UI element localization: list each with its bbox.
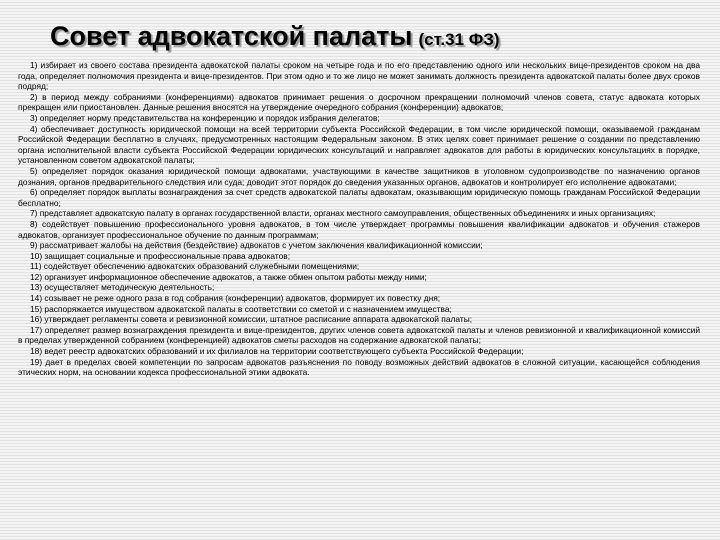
slide-title <box>50 18 690 58</box>
list-item: 15) распоряжается имуществом адвокатской палаты в соответствии со сметой и с назначением имущества; <box>30 303 452 314</box>
powers-list <box>18 60 700 378</box>
list-item: 16) утверждает регламенты совета и ревизионной комиссии, штатное расписание аппарата адвокатской палаты; <box>30 314 473 325</box>
list-item: 11) содействует обеспечению адвокатских образований служебными помещениями; <box>30 261 360 272</box>
list-item: 6) определяет порядок выплаты вознаграждения за счет средств адвокатской палаты адвокатам, оказывающим юридическую помощь гражданам Российской Федерации бесплатно; <box>18 187 700 208</box>
list-item: 17) определяет размер вознаграждения президента и вице-президентов, других членов совета адвокатской палаты и членов ревизионной и квалификационной комиссий в пределах утвержденной собранием (конференцией) адвокатов сметы расходов на содержание адвокатской палаты; <box>18 324 700 346</box>
list-item: 18) ведет реестр адвокатских образований и их филиалов на территории соответствующего субъекта Российской Федерации; <box>30 346 524 357</box>
slide-title-reference: (ст.31 ФЗ) <box>418 30 500 49</box>
list-item: 3) определяет норму представительства на конференцию и порядок избрания делегатов; <box>30 112 380 123</box>
list-item: 2) в период между собраниями (конференциями) адвокатов принимает решения о досрочном прекращении полномочий членов совета, статус адвоката которых прекращен или приостановлен. Данные решения вносятся на утверждение очередного собрания (конференции) адвокатов; <box>18 91 700 113</box>
list-item: 4) обеспечивает доступность юридической помощи на всей территории субъекта Российской Федерации, в том числе юридической помощи, оказываемой гражданам Российской Федерации бесплатно в случаях, предусмотренных настоящим Федеральным законом. В этих целях совет принимает решение о создании по представлению органа исполнительной власти субъекта Российской Федерации юридических консультаций и направляет адвокатов для работы в юридических консультациях в порядке, установленном советом адвокатской палаты; <box>18 123 700 166</box>
slide-title-text: Совет адвокатской палаты <box>50 21 413 51</box>
list-item: 7) представляет адвокатскую палату в органах государственной власти, органах местного самоуправления, общественных объединениях и иных организациях; <box>30 208 656 219</box>
list-item: 8) содействует повышению профессионального уровня адвокатов, в том числе утверждает программы повышения квалификации адвокатов и обучения стажеров адвокатов, организует профессиональное обучение по данным программам; <box>18 218 700 240</box>
list-item: 19) дает в пределах своей компетенции по запросам адвокатов разъяснения по поводу возможных действий адвокатов в сложной ситуации, касающейся соблюдения этических норм, на основании кодекса профессиональной этики адвоката. <box>18 356 700 378</box>
list-item: 12) организует информационное обеспечение адвокатов, а также обмен опытом работы между ними; <box>30 271 427 282</box>
list-item: 1) избирает из своего состава президента адвокатской палаты сроком на четыре года и по его представлению одного или нескольких вице-президентов сроком на два года, определяет полномочия президента и вице-президентов. При этом одно и то же лицо не может занимать должность президента адвокатской палаты более двух сроков подряд; <box>18 60 700 92</box>
list-item: 14) созывает не реже одного раза в год собрания (конференции) адвокатов, формирует их повестку дня; <box>30 293 441 304</box>
list-item: 10) защищает социальные и профессиональные права адвокатов; <box>30 250 291 261</box>
list-item: 5) определяет порядок оказания юридической помощи адвокатами, участвующими в качестве защитников в уголовном судопроизводстве по назначению органов дознания, органов предварительного следствия или суда; доводит этот порядок до сведения указанных органов, адвокатов и контролирует его исполнение адвокатами; <box>18 165 700 187</box>
list-item: 13) осуществляет методическую деятельность; <box>30 282 215 293</box>
list-item: 9) рассматривает жалобы на действия (бездействие) адвокатов с учетом заключения квалификационной комиссии; <box>30 240 483 251</box>
